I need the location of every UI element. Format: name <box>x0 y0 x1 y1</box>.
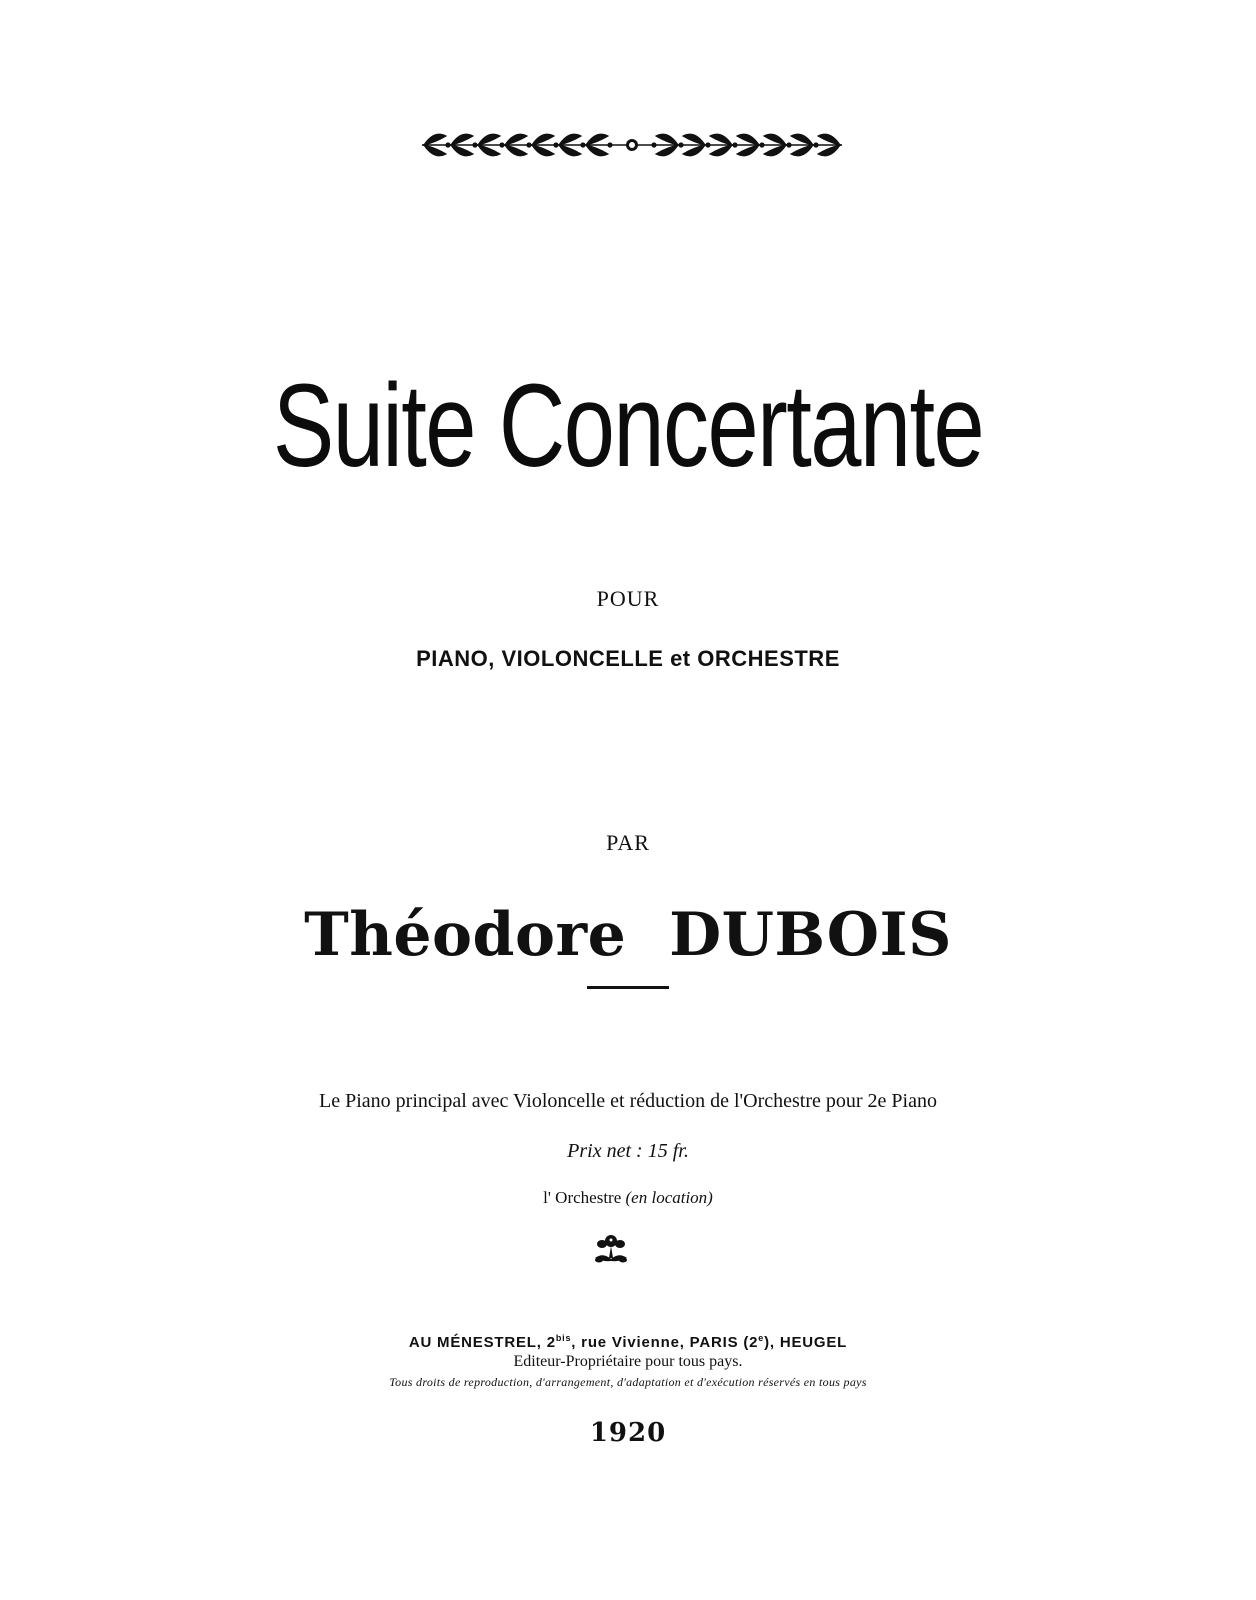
laurel-leaf-icon <box>710 145 732 156</box>
publisher-text-3: ), HEUGEL <box>764 1334 848 1351</box>
laurel-berry-icon <box>527 143 531 147</box>
par-label: PAR <box>606 830 650 855</box>
laurel-leaf-icon <box>559 145 581 156</box>
editor-line: Editeur-Propriétaire pour tous pays. <box>513 1353 743 1370</box>
fleuron-icon <box>591 1232 631 1266</box>
pour-label: POUR <box>596 586 660 611</box>
laurel-leaf-icon <box>818 145 840 156</box>
laurel-leaf-icon <box>710 134 732 145</box>
laurel-leaf-icon <box>505 145 527 156</box>
laurel-leaf-icon <box>424 134 446 145</box>
laurel-berry-icon <box>554 143 558 147</box>
laurel-berry-icon <box>733 143 737 147</box>
laurel-leaf-icon <box>586 145 608 156</box>
orchestra-label: l' Orchestre <box>543 1188 622 1207</box>
publisher-sup-1: bis <box>555 1333 572 1343</box>
laurel-leaf-icon <box>764 134 786 145</box>
laurel-leaf-icon <box>656 134 678 145</box>
laurel-leaf-icon <box>559 134 581 145</box>
publisher-text-2: , rue Vivienne, PARIS (2 <box>571 1334 759 1351</box>
laurel-leaf-icon <box>532 134 554 145</box>
publisher-sup-2: e <box>758 1333 765 1343</box>
laurel-leaf-icon <box>478 134 500 145</box>
laurel-berry-icon <box>500 143 504 147</box>
orchestra-rental-note <box>0 1188 1256 1208</box>
laurel-berry-icon <box>679 143 683 147</box>
divider-rule <box>587 986 669 989</box>
laurel-berry-icon <box>652 143 656 147</box>
composer-name: Théodore DUBOIS <box>304 900 952 970</box>
laurel-leaf-icon <box>764 145 786 156</box>
laurel-leaf-icon <box>451 145 473 156</box>
laurel-leaf-icon <box>532 145 554 156</box>
publisher-text-1: AU MÉNESTREL, 2 <box>408 1334 556 1351</box>
laurel-leaf-icon <box>656 145 678 156</box>
laurel-berry-icon <box>446 143 450 147</box>
laurel-leaf-icon <box>505 134 527 145</box>
laurel-leaf-icon <box>791 134 813 145</box>
laurel-leaf-icon <box>791 145 813 156</box>
instrumentation: PIANO, VIOLONCELLE et ORCHESTRE <box>416 646 840 671</box>
laurel-berry-icon <box>581 143 585 147</box>
laurel-leaf-icon <box>478 145 500 156</box>
laurel-leaf-icon <box>737 134 759 145</box>
laurel-leaf-icon <box>818 134 840 145</box>
publisher-address <box>0 1334 1256 1351</box>
publication-year: 1920 <box>589 1418 667 1448</box>
laurel-berry-icon <box>814 143 818 147</box>
edition-description: Le Piano principal avec Violoncelle et réduction de l'Orchestre pour 2e Piano <box>319 1090 937 1112</box>
work-title: Suite Concertante <box>272 360 984 492</box>
rental-note: (en location) <box>625 1188 713 1207</box>
laurel-leaf-icon <box>737 145 759 156</box>
laurel-berry-icon <box>608 143 612 147</box>
price: Prix net : 15 fr. <box>567 1140 689 1162</box>
laurel-leaf-icon <box>586 134 608 145</box>
laurel-leaf-icon <box>683 145 705 156</box>
laurel-leaf-icon <box>451 134 473 145</box>
laurel-berry-icon <box>760 143 764 147</box>
laurel-berry-icon <box>787 143 791 147</box>
laurel-berry-icon <box>473 143 477 147</box>
laurel-garland-icon <box>416 124 848 166</box>
laurel-berry-icon <box>706 143 710 147</box>
laurel-leaf-icon <box>683 134 705 145</box>
rights-notice: Tous droits de reproduction, d'arrangement, d'adaptation et d'exécution réservés en tous pays <box>389 1375 867 1389</box>
laurel-leaf-icon <box>424 145 446 156</box>
